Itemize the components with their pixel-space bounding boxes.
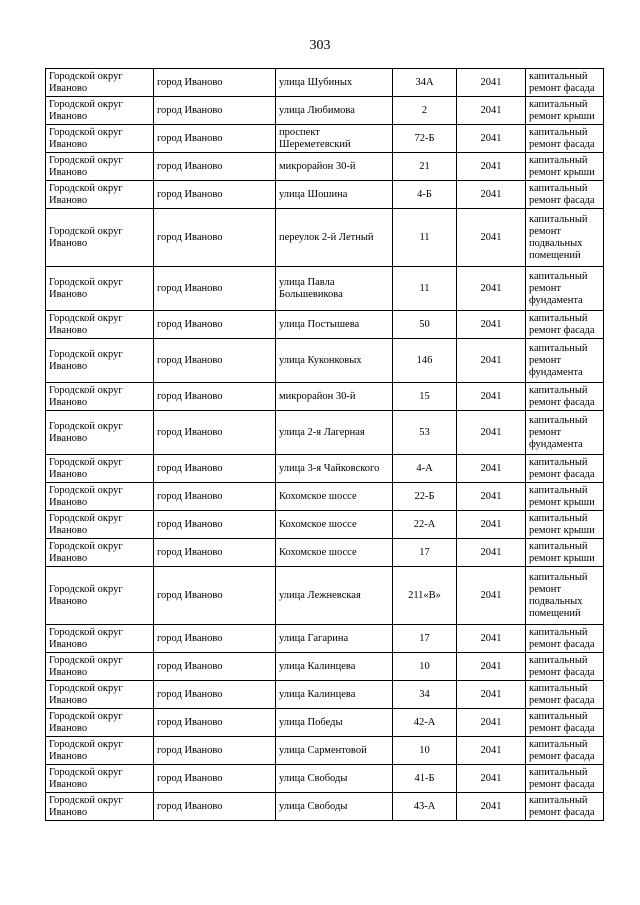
page-number: 303 bbox=[309, 38, 331, 53]
district-cell: Городской округ Иваново bbox=[46, 737, 154, 765]
table-row bbox=[46, 209, 604, 267]
house-number-cell: 17 bbox=[393, 625, 457, 653]
work-type-cell: капитальный ремонт фасада bbox=[526, 181, 604, 209]
house-number-cell: 43-А bbox=[393, 793, 457, 821]
district-cell: Городской округ Иваново bbox=[46, 765, 154, 793]
street-cell: Кохомское шоссе bbox=[276, 483, 393, 511]
year-cell: 2041 bbox=[457, 511, 526, 539]
house-number-cell: 50 bbox=[393, 311, 457, 339]
work-type-cell: капитальный ремонт фасада bbox=[526, 793, 604, 821]
street-cell: микрорайон 30-й bbox=[276, 383, 393, 411]
city-cell: город Иваново bbox=[154, 383, 276, 411]
table-row bbox=[46, 311, 604, 339]
district-cell: Городской округ Иваново bbox=[46, 181, 154, 209]
house-number-cell: 2 bbox=[393, 97, 457, 125]
city-cell: город Иваново bbox=[154, 737, 276, 765]
district-cell: Городской округ Иваново bbox=[46, 539, 154, 567]
street-cell: улица Калинцева bbox=[276, 653, 393, 681]
year-cell: 2041 bbox=[457, 653, 526, 681]
year-cell: 2041 bbox=[457, 567, 526, 625]
district-cell: Городской округ Иваново bbox=[46, 483, 154, 511]
house-number-cell: 22-Б bbox=[393, 483, 457, 511]
district-cell: Городской округ Иваново bbox=[46, 411, 154, 455]
city-cell: город Иваново bbox=[154, 311, 276, 339]
district-cell: Городской округ Иваново bbox=[46, 793, 154, 821]
district-cell: Городской округ Иваново bbox=[46, 653, 154, 681]
table-row bbox=[46, 709, 604, 737]
year-cell: 2041 bbox=[457, 311, 526, 339]
city-cell: город Иваново bbox=[154, 97, 276, 125]
district-cell: Городской округ Иваново bbox=[46, 455, 154, 483]
table-row bbox=[46, 539, 604, 567]
street-cell: улица Калинцева bbox=[276, 681, 393, 709]
street-cell: проспект Шереметевский bbox=[276, 125, 393, 153]
table-row bbox=[46, 97, 604, 125]
work-type-cell: капитальный ремонт крыши bbox=[526, 511, 604, 539]
house-number-cell: 34 bbox=[393, 681, 457, 709]
table-row bbox=[46, 765, 604, 793]
work-type-cell: капитальный ремонт фасада bbox=[526, 69, 604, 97]
house-number-cell: 4-А bbox=[393, 455, 457, 483]
city-cell: город Иваново bbox=[154, 765, 276, 793]
city-cell: город Иваново bbox=[154, 681, 276, 709]
house-number-cell: 72-Б bbox=[393, 125, 457, 153]
work-type-cell: капитальный ремонт фасада bbox=[526, 383, 604, 411]
street-cell: улица 2-я Лагерная bbox=[276, 411, 393, 455]
street-cell: улица 3-я Чайковского bbox=[276, 455, 393, 483]
year-cell: 2041 bbox=[457, 539, 526, 567]
city-cell: город Иваново bbox=[154, 181, 276, 209]
work-type-cell: капитальный ремонт крыши bbox=[526, 97, 604, 125]
table-row bbox=[46, 267, 604, 311]
work-type-cell: капитальный ремонт подвальных помещений bbox=[526, 567, 604, 625]
district-cell: Городской округ Иваново bbox=[46, 209, 154, 267]
work-type-cell: капитальный ремонт фундамента bbox=[526, 411, 604, 455]
work-type-cell: капитальный ремонт фасада bbox=[526, 681, 604, 709]
table-body bbox=[46, 69, 604, 821]
table-row bbox=[46, 567, 604, 625]
table-row bbox=[46, 455, 604, 483]
year-cell: 2041 bbox=[457, 625, 526, 653]
district-cell: Городской округ Иваново bbox=[46, 709, 154, 737]
year-cell: 2041 bbox=[457, 97, 526, 125]
street-cell: улица Победы bbox=[276, 709, 393, 737]
year-cell: 2041 bbox=[457, 383, 526, 411]
city-cell: город Иваново bbox=[154, 625, 276, 653]
table-row bbox=[46, 625, 604, 653]
district-cell: Городской округ Иваново bbox=[46, 311, 154, 339]
year-cell: 2041 bbox=[457, 765, 526, 793]
table-row bbox=[46, 339, 604, 383]
work-type-cell: капитальный ремонт фасада bbox=[526, 709, 604, 737]
street-cell: улица Гагарина bbox=[276, 625, 393, 653]
year-cell: 2041 bbox=[457, 339, 526, 383]
district-cell: Городской округ Иваново bbox=[46, 625, 154, 653]
district-cell: Городской округ Иваново bbox=[46, 567, 154, 625]
year-cell: 2041 bbox=[457, 455, 526, 483]
street-cell: улица Павла Большевикова bbox=[276, 267, 393, 311]
city-cell: город Иваново bbox=[154, 69, 276, 97]
year-cell: 2041 bbox=[457, 181, 526, 209]
year-cell: 2041 bbox=[457, 153, 526, 181]
table-row bbox=[46, 69, 604, 97]
work-type-cell: капитальный ремонт фасада bbox=[526, 455, 604, 483]
work-type-cell: капитальный ремонт крыши bbox=[526, 153, 604, 181]
street-cell: улица Шошина bbox=[276, 181, 393, 209]
house-number-cell: 11 bbox=[393, 209, 457, 267]
table-row bbox=[46, 125, 604, 153]
house-number-cell: 11 bbox=[393, 267, 457, 311]
table-row bbox=[46, 181, 604, 209]
city-cell: город Иваново bbox=[154, 709, 276, 737]
year-cell: 2041 bbox=[457, 267, 526, 311]
city-cell: город Иваново bbox=[154, 483, 276, 511]
street-cell: Кохомское шоссе bbox=[276, 511, 393, 539]
district-cell: Городской округ Иваново bbox=[46, 383, 154, 411]
house-number-cell: 21 bbox=[393, 153, 457, 181]
work-type-cell: капитальный ремонт фундамента bbox=[526, 339, 604, 383]
house-number-cell: 17 bbox=[393, 539, 457, 567]
house-number-cell: 10 bbox=[393, 653, 457, 681]
house-number-cell: 15 bbox=[393, 383, 457, 411]
table-row bbox=[46, 737, 604, 765]
city-cell: город Иваново bbox=[154, 411, 276, 455]
year-cell: 2041 bbox=[457, 483, 526, 511]
city-cell: город Иваново bbox=[154, 267, 276, 311]
house-number-cell: 10 bbox=[393, 737, 457, 765]
street-cell: улица Шубиных bbox=[276, 69, 393, 97]
house-number-cell: 22-А bbox=[393, 511, 457, 539]
district-cell: Городской округ Иваново bbox=[46, 339, 154, 383]
district-cell: Городской округ Иваново bbox=[46, 97, 154, 125]
house-number-cell: 4-Б bbox=[393, 181, 457, 209]
year-cell: 2041 bbox=[457, 209, 526, 267]
city-cell: город Иваново bbox=[154, 793, 276, 821]
house-number-cell: 53 bbox=[393, 411, 457, 455]
house-number-cell: 211«В» bbox=[393, 567, 457, 625]
street-cell: Кохомское шоссе bbox=[276, 539, 393, 567]
street-cell: улица Свободы bbox=[276, 765, 393, 793]
district-cell: Городской округ Иваново bbox=[46, 69, 154, 97]
city-cell: город Иваново bbox=[154, 653, 276, 681]
city-cell: город Иваново bbox=[154, 125, 276, 153]
city-cell: город Иваново bbox=[154, 153, 276, 181]
table-row bbox=[46, 653, 604, 681]
year-cell: 2041 bbox=[457, 793, 526, 821]
work-type-cell: капитальный ремонт фасада bbox=[526, 311, 604, 339]
district-cell: Городской округ Иваново bbox=[46, 511, 154, 539]
city-cell: город Иваново bbox=[154, 511, 276, 539]
street-cell: улица Куконковых bbox=[276, 339, 393, 383]
street-cell: улица Любимова bbox=[276, 97, 393, 125]
table-row bbox=[46, 411, 604, 455]
street-cell: улица Свободы bbox=[276, 793, 393, 821]
repair-schedule-table bbox=[45, 68, 604, 821]
street-cell: переулок 2-й Летный bbox=[276, 209, 393, 267]
work-type-cell: капитальный ремонт крыши bbox=[526, 539, 604, 567]
work-type-cell: капитальный ремонт фасада bbox=[526, 125, 604, 153]
table-row bbox=[46, 681, 604, 709]
city-cell: город Иваново bbox=[154, 539, 276, 567]
city-cell: город Иваново bbox=[154, 567, 276, 625]
year-cell: 2041 bbox=[457, 709, 526, 737]
year-cell: 2041 bbox=[457, 411, 526, 455]
district-cell: Городской округ Иваново bbox=[46, 125, 154, 153]
table-row bbox=[46, 511, 604, 539]
street-cell: улица Лежневская bbox=[276, 567, 393, 625]
table-row bbox=[46, 793, 604, 821]
city-cell: город Иваново bbox=[154, 209, 276, 267]
work-type-cell: капитальный ремонт крыши bbox=[526, 483, 604, 511]
table-row bbox=[46, 383, 604, 411]
house-number-cell: 42-А bbox=[393, 709, 457, 737]
table-row bbox=[46, 153, 604, 181]
work-type-cell: капитальный ремонт фундамента bbox=[526, 267, 604, 311]
work-type-cell: капитальный ремонт подвальных помещений bbox=[526, 209, 604, 267]
house-number-cell: 41-Б bbox=[393, 765, 457, 793]
work-type-cell: капитальный ремонт фасада bbox=[526, 765, 604, 793]
district-cell: Городской округ Иваново bbox=[46, 153, 154, 181]
street-cell: улица Постышева bbox=[276, 311, 393, 339]
work-type-cell: капитальный ремонт фасада bbox=[526, 653, 604, 681]
street-cell: улица Сарментовой bbox=[276, 737, 393, 765]
city-cell: город Иваново bbox=[154, 455, 276, 483]
house-number-cell: 146 bbox=[393, 339, 457, 383]
district-cell: Городской округ Иваново bbox=[46, 681, 154, 709]
district-cell: Городской округ Иваново bbox=[46, 267, 154, 311]
year-cell: 2041 bbox=[457, 125, 526, 153]
work-type-cell: капитальный ремонт фасада bbox=[526, 737, 604, 765]
house-number-cell: 34А bbox=[393, 69, 457, 97]
street-cell: микрорайон 30-й bbox=[276, 153, 393, 181]
year-cell: 2041 bbox=[457, 681, 526, 709]
year-cell: 2041 bbox=[457, 69, 526, 97]
work-type-cell: капитальный ремонт фасада bbox=[526, 625, 604, 653]
year-cell: 2041 bbox=[457, 737, 526, 765]
city-cell: город Иваново bbox=[154, 339, 276, 383]
table-row bbox=[46, 483, 604, 511]
